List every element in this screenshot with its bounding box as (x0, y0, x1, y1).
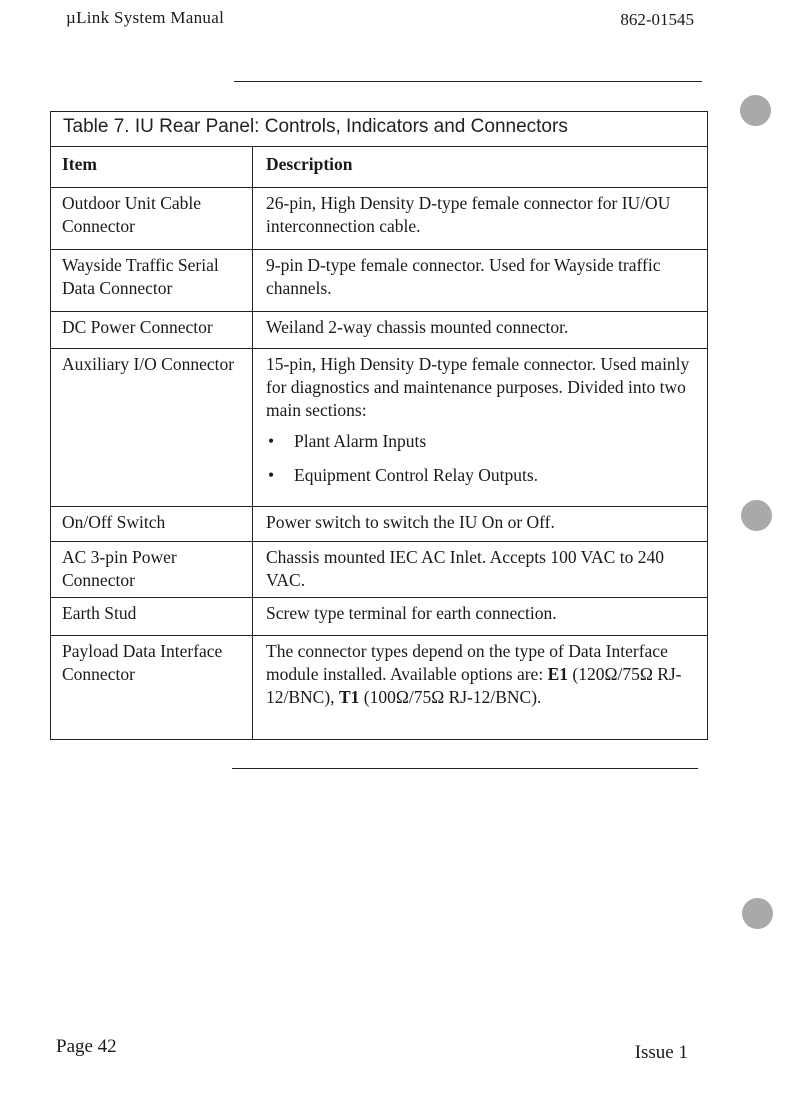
item-cell: Payload Data Interface Connector (51, 636, 253, 739)
table-row (51, 250, 707, 312)
item-cell: On/Off Switch (51, 507, 253, 541)
issue-number: Issue 1 (634, 1042, 688, 1063)
item-cell: DC Power Connector (51, 312, 253, 348)
bottom-divider (232, 768, 698, 769)
description-cell: Power switch to switch the IU On or Off. (266, 512, 555, 532)
column-header-item: Item (51, 147, 253, 187)
table-header-row (51, 147, 707, 188)
table-caption: Table 7. IU Rear Panel: Controls, Indicators and Connectors (51, 112, 707, 147)
description-cell (253, 636, 707, 739)
e1-spec: (120Ω/75Ω RJ-12/BNC), (266, 664, 682, 707)
rear-panel-table (50, 111, 708, 740)
table-row (51, 598, 707, 636)
description-text: 15-pin, High Density D-type female connector. Used mainly for diagnostics and maintenance purposes. Divided into two main sections: (266, 354, 690, 420)
punch-hole (740, 95, 771, 126)
table-row (51, 636, 707, 739)
punch-hole (741, 500, 772, 531)
bullet-item: • Plant Alarm Inputs (266, 430, 699, 453)
description-cell: Screw type terminal for earth connection. (266, 603, 557, 623)
table-row (51, 349, 707, 507)
table-row (51, 188, 707, 250)
column-header-description: Description (266, 154, 353, 174)
item-cell: Auxiliary I/O Connector (51, 349, 253, 506)
t1-spec: (100Ω/75Ω RJ-12/BNC). (359, 687, 542, 707)
description-text: The connector types depend on the type of Data Interface module installed. Available options are: (266, 641, 668, 684)
description-cell: 26-pin, High Density D-type female connector for IU/OU interconnection cable. (266, 193, 671, 236)
table-row (51, 312, 707, 349)
t1-label: T1 (338, 687, 360, 707)
e1-label: E1 (547, 664, 568, 684)
document-number: 862-01545 (620, 10, 694, 29)
description-cell: Chassis mounted IEC AC Inlet. Accepts 100 VAC to 240 VAC. (266, 547, 664, 590)
item-cell: Wayside Traffic Serial Data Connector (51, 250, 253, 311)
description-cell: 9-pin D-type female connector. Used for Wayside traffic channels. (266, 255, 661, 298)
manual-title: µLink System Manual (66, 8, 225, 27)
top-divider (234, 81, 702, 82)
bullet-list (266, 430, 699, 487)
table-row (51, 507, 707, 542)
table-row (51, 542, 707, 598)
page-number: Page 42 (56, 1036, 117, 1057)
punch-hole (742, 898, 773, 929)
item-cell: Earth Stud (51, 598, 253, 635)
description-cell: Weiland 2-way chassis mounted connector. (266, 317, 569, 337)
description-cell (253, 349, 707, 506)
item-cell: AC 3-pin Power Connector (51, 542, 253, 597)
item-cell: Outdoor Unit Cable Connector (51, 188, 253, 249)
bullet-item: • Equipment Control Relay Outputs. (266, 464, 699, 487)
